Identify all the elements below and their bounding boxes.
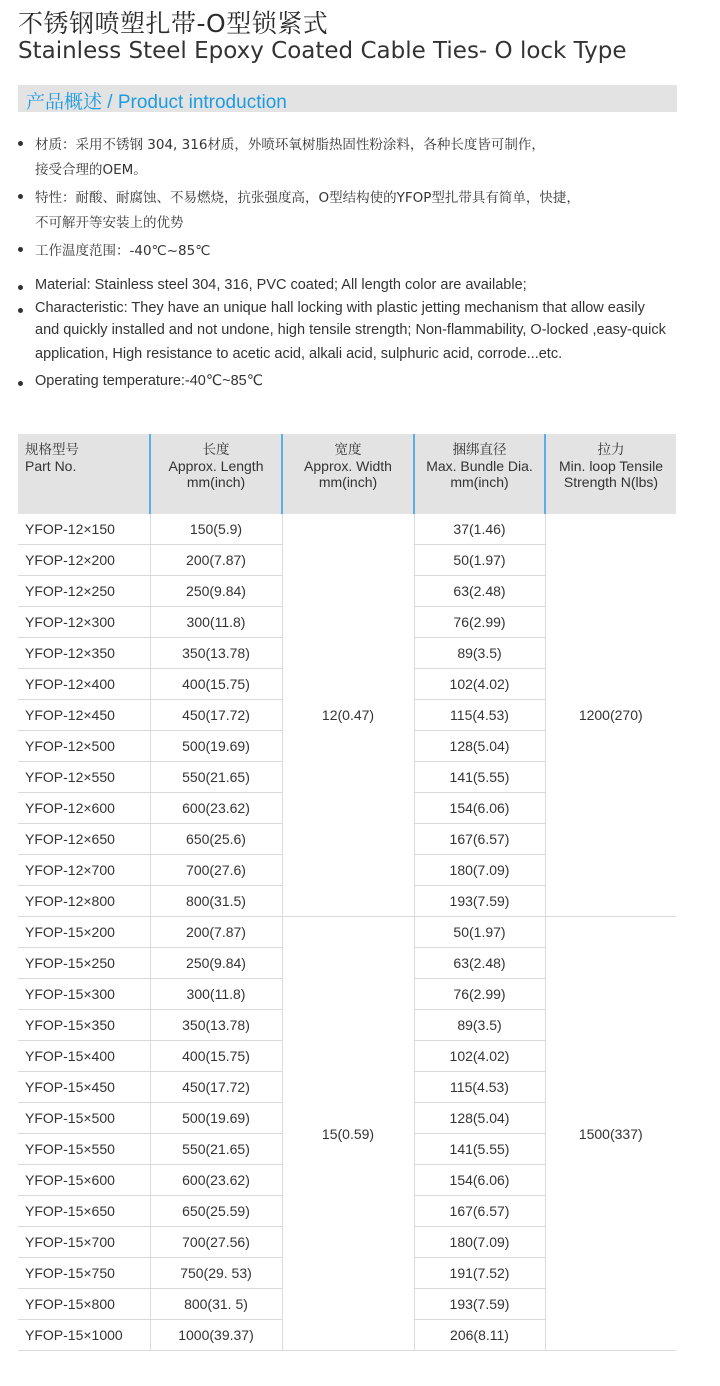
cell-length: 200(7.87) <box>150 545 282 576</box>
bullet-dot-icon <box>18 381 23 386</box>
table-body <box>18 514 676 1351</box>
cell-length: 400(15.75) <box>150 1041 282 1072</box>
cell-length: 350(13.78) <box>150 638 282 669</box>
bullet-line: application, High resistance to acetic acid, alkali acid, sulphuric acid, corrode...etc. <box>35 346 563 362</box>
cell-part-no: YFOP-12×800 <box>18 886 150 917</box>
cell-length: 550(21.65) <box>150 762 282 793</box>
header-unit: mm(inch) <box>318 474 378 490</box>
header-width <box>282 434 414 514</box>
cell-length: 650(25.6) <box>150 824 282 855</box>
cell-bundle-dia: 50(1.97) <box>414 545 545 576</box>
cell-bundle-dia: 50(1.97) <box>414 917 545 948</box>
cell-bundle-dia: 37(1.46) <box>414 514 545 545</box>
section-header-bar <box>18 85 677 112</box>
cell-bundle-dia: 102(4.02) <box>414 669 545 700</box>
table-header-row <box>18 434 676 514</box>
cell-part-no: YFOP-12×250 <box>18 576 150 607</box>
cell-part-no: YFOP-15×400 <box>18 1041 150 1072</box>
cell-bundle-dia: 180(7.09) <box>414 855 545 886</box>
cell-bundle-dia: 141(5.55) <box>414 762 545 793</box>
bullet-line: and quickly installed and not undone, high tensile strength; Non-flammability, O-locked ,easy-quick <box>35 322 666 338</box>
bullet-dot-icon <box>18 194 23 199</box>
cell-part-no: YFOP-15×450 <box>18 1072 150 1103</box>
header-unit: mm(inch) <box>450 474 509 490</box>
cell-length: 600(23.62) <box>150 1165 282 1196</box>
cell-part-no: YFOP-15×350 <box>18 1010 150 1041</box>
cell-part-no: YFOP-15×200 <box>18 917 150 948</box>
cell-part-no: YFOP-12×150 <box>18 514 150 545</box>
header-en: Max. Bundle Dia. <box>426 458 533 474</box>
cell-part-no: YFOP-15×250 <box>18 948 150 979</box>
bullet-dot-icon <box>18 141 23 146</box>
bullet-dot-icon <box>18 308 23 313</box>
cell-length: 450(17.72) <box>150 1072 282 1103</box>
cell-part-no: YFOP-12×400 <box>18 669 150 700</box>
bullet-line: 接受合理的OEM。 <box>35 162 147 178</box>
cell-bundle-dia: 193(7.59) <box>414 1289 545 1320</box>
header-tensile <box>545 434 676 514</box>
cell-part-no: YFOP-15×600 <box>18 1165 150 1196</box>
cell-length: 800(31. 5) <box>150 1289 282 1320</box>
bullet-line: Material: Stainless steel 304, 316, PVC coated; All length color are available; <box>35 277 527 293</box>
header-length <box>150 434 282 514</box>
cell-length: 150(5.9) <box>150 514 282 545</box>
cell-length: 650(25.59) <box>150 1196 282 1227</box>
header-part-no <box>18 434 150 514</box>
cell-length: 500(19.69) <box>150 731 282 762</box>
header-cn: 捆绑直径 <box>452 442 507 458</box>
cell-length: 400(15.75) <box>150 669 282 700</box>
cell-tensile: 1500(337) <box>545 917 676 1351</box>
cell-length: 250(9.84) <box>150 576 282 607</box>
page-title-en: Stainless Steel Epoxy Coated Cable Ties- O lock Type <box>18 38 627 64</box>
cell-part-no: YFOP-15×650 <box>18 1196 150 1227</box>
cell-length: 300(11.8) <box>150 607 282 638</box>
cell-length: 200(7.87) <box>150 917 282 948</box>
header-en: Approx. Width <box>304 458 392 474</box>
cell-length: 250(9.84) <box>150 948 282 979</box>
header-cn: 拉力 <box>597 442 625 458</box>
cell-bundle-dia: 76(2.99) <box>414 607 545 638</box>
cell-part-no: YFOP-15×300 <box>18 979 150 1010</box>
cell-part-no: YFOP-12×550 <box>18 762 150 793</box>
cell-bundle-dia: 63(2.48) <box>414 948 545 979</box>
cell-part-no: YFOP-15×800 <box>18 1289 150 1320</box>
cell-bundle-dia: 102(4.02) <box>414 1041 545 1072</box>
cell-part-no: YFOP-15×1000 <box>18 1320 150 1351</box>
cell-length: 1000(39.37) <box>150 1320 282 1351</box>
cell-part-no: YFOP-12×600 <box>18 793 150 824</box>
cell-bundle-dia: 206(8.11) <box>414 1320 545 1351</box>
header-en: Part No. <box>25 458 77 474</box>
cell-bundle-dia: 141(5.55) <box>414 1134 545 1165</box>
bullet-line: 工作温度范围：-40℃~85℃ <box>35 243 211 259</box>
cell-bundle-dia: 115(4.53) <box>414 1072 545 1103</box>
table-row <box>18 514 676 545</box>
header-cn: 长度 <box>202 442 230 458</box>
cell-part-no: YFOP-15×550 <box>18 1134 150 1165</box>
bullet-line: Operating temperature:-40℃~85℃ <box>35 373 264 389</box>
cell-length: 800(31.5) <box>150 886 282 917</box>
cell-length: 350(13.78) <box>150 1010 282 1041</box>
cell-length: 750(29. 53) <box>150 1258 282 1289</box>
cell-part-no: YFOP-12×500 <box>18 731 150 762</box>
cell-width: 15(0.59) <box>282 917 414 1351</box>
bullet-dot-icon <box>18 285 23 290</box>
cell-bundle-dia: 191(7.52) <box>414 1258 545 1289</box>
header-unit: mm(inch) <box>186 474 246 490</box>
specification-table <box>18 434 676 1351</box>
header-cn: 宽度 <box>334 442 362 458</box>
cell-bundle-dia: 167(6.57) <box>414 824 545 855</box>
bullet-line: 不可解开等安装上的优势 <box>35 215 184 231</box>
cell-bundle-dia: 154(6.06) <box>414 793 545 824</box>
header-bundle-dia <box>414 434 545 514</box>
bullet-line: Characteristic: They have an unique hall locking with plastic jetting mechanism that allow easily <box>35 300 645 316</box>
bullet-line: 特性：耐酸、耐腐蚀、不易燃烧，抗张强度高，O型结构使的YFOP型扎带具有简单，快捷， <box>35 190 580 206</box>
bullet-dot-icon <box>18 247 23 252</box>
cell-length: 700(27.6) <box>150 855 282 886</box>
cell-length: 300(11.8) <box>150 979 282 1010</box>
cell-part-no: YFOP-12×350 <box>18 638 150 669</box>
cell-bundle-dia: 115(4.53) <box>414 700 545 731</box>
cell-bundle-dia: 128(5.04) <box>414 1103 545 1134</box>
cell-part-no: YFOP-12×650 <box>18 824 150 855</box>
cell-bundle-dia: 128(5.04) <box>414 731 545 762</box>
cell-part-no: YFOP-12×700 <box>18 855 150 886</box>
cell-width: 12(0.47) <box>282 514 414 917</box>
cell-bundle-dia: 167(6.57) <box>414 1196 545 1227</box>
section-header-label: 产品概述 / Product introduction <box>26 92 287 113</box>
cell-length: 550(21.65) <box>150 1134 282 1165</box>
page-title-cn: 不锈钢喷塑扎带-O型锁紧式 <box>18 9 329 38</box>
cell-length: 450(17.72) <box>150 700 282 731</box>
cell-length: 700(27.56) <box>150 1227 282 1258</box>
cell-tensile: 1200(270) <box>545 514 676 917</box>
bullet-line: 材质：采用不锈钢 304, 316材质，外喷环氧树脂热固性粉涂料，各种长度皆可制作， <box>35 137 545 153</box>
header-cn: 规格型号 <box>25 442 79 458</box>
table-header <box>18 434 676 514</box>
cell-bundle-dia: 180(7.09) <box>414 1227 545 1258</box>
header-unit: Strength N(lbs) <box>563 474 659 490</box>
header-en: Approx. Length <box>168 458 264 474</box>
cell-bundle-dia: 63(2.48) <box>414 576 545 607</box>
cell-length: 600(23.62) <box>150 793 282 824</box>
table-row <box>18 917 676 948</box>
cell-bundle-dia: 89(3.5) <box>414 638 545 669</box>
cell-part-no: YFOP-15×500 <box>18 1103 150 1134</box>
header-en: Min. loop Tensile <box>558 458 664 474</box>
cell-bundle-dia: 89(3.5) <box>414 1010 545 1041</box>
cell-part-no: YFOP-15×700 <box>18 1227 150 1258</box>
cell-part-no: YFOP-12×300 <box>18 607 150 638</box>
cell-length: 500(19.69) <box>150 1103 282 1134</box>
cell-bundle-dia: 193(7.59) <box>414 886 545 917</box>
cell-part-no: YFOP-12×450 <box>18 700 150 731</box>
cell-part-no: YFOP-12×200 <box>18 545 150 576</box>
cell-part-no: YFOP-15×750 <box>18 1258 150 1289</box>
cell-bundle-dia: 154(6.06) <box>414 1165 545 1196</box>
cell-bundle-dia: 76(2.99) <box>414 979 545 1010</box>
